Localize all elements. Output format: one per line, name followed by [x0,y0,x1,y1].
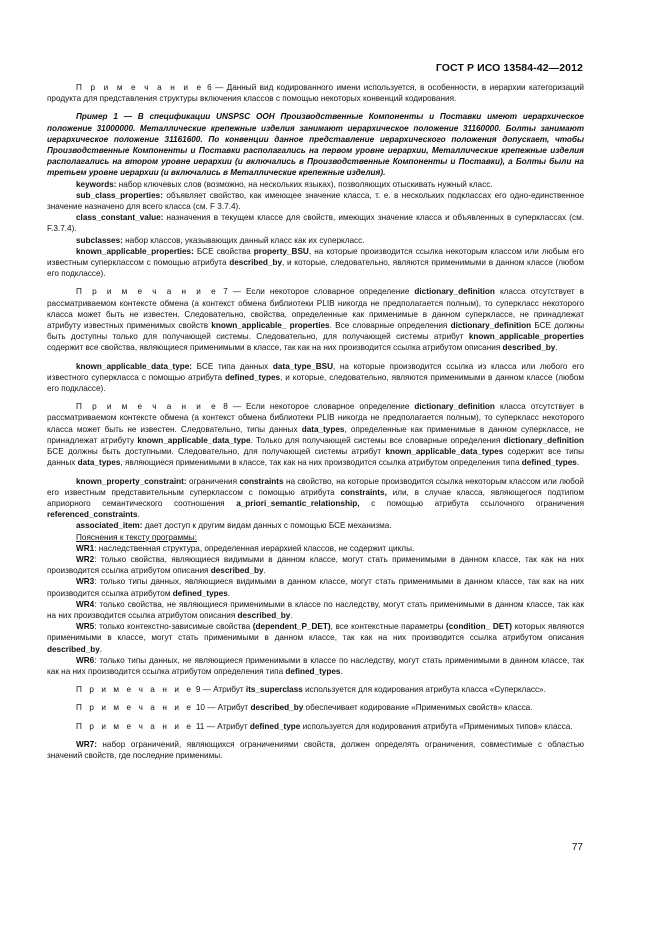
rule-wr6: WR6: только типы данных, не являющиеся применимыми в классе по наследству, могут стать применимыми в данном классе, так как на них производится ссылка атрибутом определения типа defined_types. [47,655,584,676]
para-known-applicable-data-type: known_applicable_data_type: БСЕ типа данных data_type_BSU, на которые производится ссылка из класса или любого его известного суперкласса с помощью атрибута defined_types, и которые, следовательно, являются применимыми в данном классе (любом его подклассе). [47,361,584,394]
note-11: П р и м е ч а н и е 11 — Атрибут defined_type используется для кодирования атрибута «Применимых типов» класса. [76,721,573,731]
para-subclasses: subclasses: набор классов, указывающих данный класс как их суперкласс. [76,235,365,245]
note-9: П р и м е ч а н и е 9 — Атрибут its_superclass используется для кодирования атрибута класса «Суперкласс». [76,685,546,695]
note-8: П р и м е ч а н и е 8 — Если некоторое словарное определение dictionary_definition класса отсутствует в рассматриваемом контексте обмена (а контекст обмена библиотеки PLIB никогда не предполагается полным), то суперкласс некоторого класса может быть не известен. Следовательно, типы данных data_types, определенные как применимые в данном суперклассе, не принадлежат атрибуту known_applicable_data_type. Только для получающей системы все словарные определения dictionary_definition БСЕ должны быть доступными. Следовательно, для получающей системы атрибут known_applicable_data_types содержит все типы данных data_types, являющиеся применимыми в классе, так как на них производится ссылка атрибутом определения типа defined_types. [47,402,585,468]
para-associated-item: associated_item: дает доступ к другим видам данных с помощью БСЕ механизма. [76,521,392,531]
para-keywords: keywords: набор ключевых слов (возможно, на нескольких языках), позволяющих отыскивать нужный класс. [76,179,493,189]
para-class-constant-value: class_constant_value: назначения в текущем классе для свойств, имеющих значение класса и объявленных в суперклассах (см. F.3.7.4). [47,213,584,234]
rule-wr7: WR7: набор ограничений, являющихся ограничениями свойств, должен определять ограничения, совместимые с областью значений свойств, где последние применимы. [47,739,584,760]
rule-wr4: WR4: только свойства, не являющиеся применимыми в классе по наследству, могут стать применимыми в данном классе, так как на них производится ссылка атрибутом описания described_by. [47,599,584,620]
note-10: П р и м е ч а н и е 10 — Атрибут described_by обеспечивает кодирование «Применимых свойств» класса. [76,703,533,713]
rule-wr3: WR3: только типы данных, являющиеся видимыми в данном классе, могут стать применимыми в данном классе, так как на них производится ссылка атрибутом defined_types. [47,577,584,598]
para-known-property-constraint: known_property_constraint: ограничения constraints на свойство, на которые производится ссылка некоторым классом или любой его известным представительным суперклассом с помощью атрибута constraints, или, в случае класса, являющегося подтипом априорного семантического соотношения a_priori_semantic_relationship, с помощью атрибута ссылочного ограничения referenced_constraints. [47,476,585,520]
note-6: П р и м е ч а н и е 6 — Данный вид кодированного имени используется, в особенности, в иерархии категоризаций продукта для представления структуры включения классов с помощью некоторых конвенций кодирования. [47,83,584,104]
example-1: Пример 1 — В спецификации UNSPSC ООН Производственные Компоненты и Поставки имеют иерархическое положение 31000000. Металлические крепежные изделия занимают иерархическое положение 31160000. Болты занимают иерархическое положение 31161600. По конвенции данное представление иерархического положения допускает, чтобы Производственные Компоненты и Поставки располагались на первом уровне иерархии, Металлические крепежные изделия располагались на втором уровне иерархии (и включались в Производственные Компоненты и Поставки), а Болты были на третьем уровне иерархии (и включались в Металлические крепежные изделия). [47,112,584,178]
page-number: 77 [571,842,583,853]
rule-wr1: WR1: наследственная структура, определенная иерархией классов, не содержит циклы. [76,543,415,553]
para-sub-class-properties: sub_class_properties: объявляет свойство, как имеющее значение класса, т. е. в нескольких подклассах его одно-единственное значение назначено для всего класса (см. F 3.7.4). [47,190,584,212]
rule-wr2: WR2: только свойства, являющиеся видимыми в данном классе, могут стать применимыми в данном классе, так как на них производится ссылка атрибутом описания described_by. [47,554,584,576]
document-code: ГОСТ Р ИСО 13584-42—2012 [435,62,583,74]
note-label: П р и м е ч а н и е [76,83,204,92]
note-7: П р и м е ч а н и е 7 — Если некоторое словарное определение dictionary_definition класса отсутствует в рассматриваемом контексте обмена (а контекст обмена библиотеки PLIB никогда не предполагается полным), то суперкласс некоторого класса может быть не известен. Следовательно, свойства, определенные как применимые в данном суперклассе, не принадлежат атрибуту известных применимых свойств known_applicable_ properties. Все словарные определения dictionary_definition БСЕ должны быть доступны только для получающей системы. Следовательно, для получающей системы атрибут known_applicable_properties содержит все свойства, являющиеся применимыми в классе, так как на них производится ссылка атрибутом описания described_by. [47,287,585,353]
explanations-heading: Пояснения к тексту программы: [76,532,197,542]
rule-wr5: WR5: только контекстно-зависимые свойства (dependent_P_DET), все контекстные параметры (condition_ DET) которых являются применимыми в классе, могут стать применимыми в данном классе, так как на них производится ссылка атрибутом описания described_by. [47,622,584,654]
para-known-applicable-properties: known_applicable_properties: БСЕ свойства property_BSU, на которые производится ссылка некоторым классом или любым его известным суперклассом с помощью атрибута described_by, и которые, следовательно, являются применимыми в данном классе (любом его подклассе). [47,246,584,279]
page-body [47,82,584,761]
